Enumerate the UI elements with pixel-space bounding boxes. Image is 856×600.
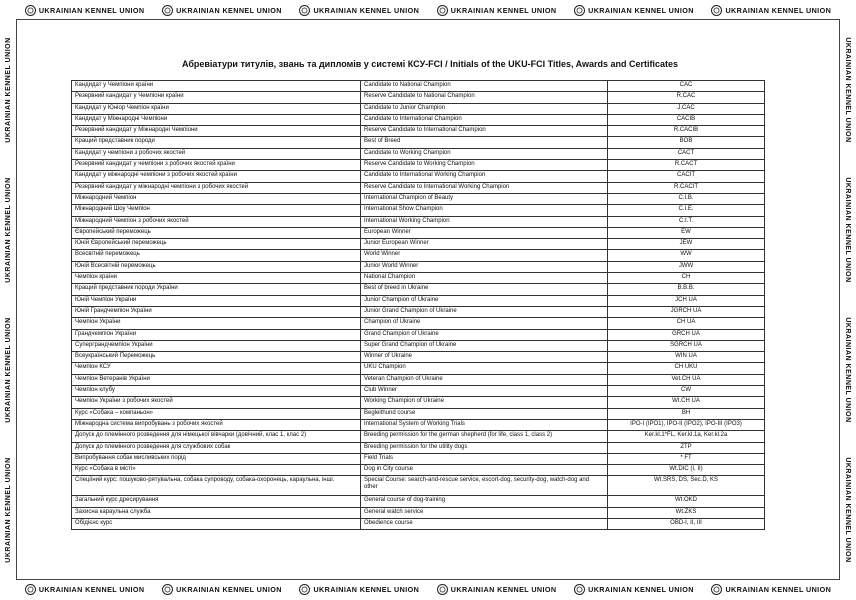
- title-english: Breeding permission for the utility dogs: [361, 442, 608, 453]
- title-abbreviation: SGRCH UA: [608, 340, 765, 351]
- title-abbreviation: EW: [608, 227, 765, 238]
- title-english: Candidate to International Champion: [361, 114, 608, 125]
- title-english: World Winner: [361, 250, 608, 261]
- table-row: [72, 216, 765, 227]
- title-ukrainian: Обідієнс курс: [72, 518, 361, 529]
- title-english: Breeding permission for the german shepherd (for life, class 1, class 2): [361, 431, 608, 442]
- table-row: [72, 442, 765, 453]
- kennel-logo-icon: [574, 5, 585, 16]
- title-english: Working Champion of Ukraine: [361, 397, 608, 408]
- title-english: Special Course: search-and-rescue service, escort-dog, security-dog, watch-dog and other: [361, 476, 608, 496]
- kennel-logo-icon: [299, 5, 310, 16]
- title-english: General watch service: [361, 507, 608, 518]
- title-english: Club Winner: [361, 386, 608, 397]
- table-row: [72, 318, 765, 329]
- title-abbreviation: BOB: [608, 137, 765, 148]
- title-ukrainian: Міжнародний Чемпіон з робочих якостей: [72, 216, 361, 227]
- title-ukrainian: Кандидат у Міжнародні Чемпіони: [72, 114, 361, 125]
- border-bottom: [16, 581, 840, 597]
- title-ukrainian: Резервний кандидат у Чемпіони країни: [72, 92, 361, 103]
- title-ukrainian: Випробування собак мисливських порід: [72, 453, 361, 464]
- table-row: [72, 352, 765, 363]
- title-english: Field Trials: [361, 453, 608, 464]
- title-ukrainian: Допуск до племінного розведення для німецької вівчарки (довічний, клас 1, клас 2): [72, 431, 361, 442]
- border-text: UKRAINIAN KENNEL UNION: [313, 584, 420, 594]
- table-row: [72, 340, 765, 351]
- title-abbreviation: BH: [608, 408, 765, 419]
- table-row: [72, 374, 765, 385]
- title-abbreviation: R.CACT: [608, 160, 765, 171]
- title-english: Winner of Ukraine: [361, 352, 608, 363]
- title-ukrainian: Кандидат у міжнародні чемпіони з робочих якостей країни: [72, 171, 361, 182]
- title-english: International Champion of Beauty: [361, 193, 608, 204]
- title-abbreviation: C.I.T.: [608, 216, 765, 227]
- title-english: Super Grand Champion of Ukraine: [361, 340, 608, 351]
- title-ukrainian: Курс «Собака в місті»: [72, 465, 361, 476]
- border-text: UKRAINIAN KENNEL UNION: [725, 584, 832, 594]
- title-english: Grand Champion of Ukraine: [361, 329, 608, 340]
- title-english: International Show Champion: [361, 205, 608, 216]
- table-row: [72, 273, 765, 284]
- title-abbreviation: Vet.CH UA: [608, 374, 765, 385]
- border-text: UKRAINIAN KENNEL UNION: [450, 584, 557, 594]
- table-row: [72, 363, 765, 374]
- title-abbreviation: Wt.CH UA: [608, 397, 765, 408]
- title-ukrainian: Чемпіон Ветеранів України: [72, 374, 361, 385]
- title-ukrainian: Спеціїний курс: пошуково-рятувальна, собака супроводу, собака-охоронець, караульна, інші.: [72, 476, 361, 496]
- title-ukrainian: Юній Всесвітній переможець: [72, 261, 361, 272]
- table-row: [72, 329, 765, 340]
- title-ukrainian: Грандчемпіон України: [72, 329, 361, 340]
- title-ukrainian: Всеукраїнський Переможець: [72, 352, 361, 363]
- border-top: [16, 2, 840, 18]
- border-text: UKRAINIAN KENNEL UNION: [450, 5, 557, 15]
- title-english: Reserve Candidate to International Champion: [361, 126, 608, 137]
- title-english: Best of Breed: [361, 137, 608, 148]
- title-abbreviation: CH UKU: [608, 363, 765, 374]
- table-row: [72, 465, 765, 476]
- kennel-logo-icon: [162, 5, 173, 16]
- title-abbreviation: CH UA: [608, 318, 765, 329]
- table-row: [72, 408, 765, 419]
- table-row: [72, 295, 765, 306]
- title-english: UKU Champion: [361, 363, 608, 374]
- table-row: [72, 431, 765, 442]
- table-row: [72, 205, 765, 216]
- title-english: Junior World Winner: [361, 261, 608, 272]
- title-abbreviation: ZTP: [608, 442, 765, 453]
- title-abbreviation: OBD-I, II, III: [608, 518, 765, 529]
- title-ukrainian: Кращий представник породи України: [72, 284, 361, 295]
- table-row: [72, 81, 765, 92]
- table-row: [72, 193, 765, 204]
- border-text: UKRAINIAN KENNEL UNION: [588, 5, 694, 15]
- table-row: [72, 227, 765, 238]
- border-right: [840, 20, 856, 580]
- table-row: [72, 507, 765, 518]
- table-row: [72, 250, 765, 261]
- title-english: Candidate to Junior Champion: [361, 103, 608, 114]
- title-abbreviation: JGRCH UA: [608, 306, 765, 317]
- table-row: [72, 171, 765, 182]
- table-row: [72, 496, 765, 507]
- title-ukrainian: Резервний кандидат у Міжнародні Чемпіони: [72, 126, 361, 137]
- border-text: UKRAINIAN KENNEL UNION: [844, 457, 852, 563]
- title-ukrainian: Суперграндчемпіон України: [72, 340, 361, 351]
- title-abbreviation: J.CAC: [608, 103, 765, 114]
- title-ukrainian: Всесвітній переможець: [72, 250, 361, 261]
- title-abbreviation: R.CACIT: [608, 182, 765, 193]
- title-ukrainian: Чемпіон України: [72, 318, 361, 329]
- title-abbreviation: JEW: [608, 239, 765, 250]
- title-abbreviation: Ker.kl.1*FL, Ker.kl.1a, Ker.kl.2a: [608, 431, 765, 442]
- title-abbreviation: CACT: [608, 148, 765, 159]
- kennel-logo-icon: [711, 584, 722, 595]
- table-row: [72, 386, 765, 397]
- title-abbreviation: JWW: [608, 261, 765, 272]
- title-abbreviation: CACIT: [608, 171, 765, 182]
- table-row: [72, 114, 765, 125]
- title-ukrainian: Чемпіон країни: [72, 273, 361, 284]
- title-english: Reserve Candidate to Working Champion: [361, 160, 608, 171]
- border-text: UKRAINIAN KENNEL UNION: [4, 37, 12, 143]
- kennel-logo-icon: [711, 5, 722, 16]
- title-ukrainian: Юній Грандчемпіон України: [72, 306, 361, 317]
- title-ukrainian: Загальний курс дресирування: [72, 496, 361, 507]
- border-text: UKRAINIAN KENNEL UNION: [176, 584, 282, 594]
- title-ukrainian: Кандидат у Чемпіони країни: [72, 81, 361, 92]
- title-abbreviation: WIN UA: [608, 352, 765, 363]
- title-abbreviation: Wt.SRS, DS, Sec.D, KS: [608, 476, 765, 496]
- title-ukrainian: Юній Європейський переможець: [72, 239, 361, 250]
- title-english: Champion of Ukraine: [361, 318, 608, 329]
- title-abbreviation: R.CACIB: [608, 126, 765, 137]
- title-ukrainian: Резервний кандидат у чемпіони з робочих якостей країни: [72, 160, 361, 171]
- title-abbreviation: * FT: [608, 453, 765, 464]
- title-english: Veteran Champion of Ukraine: [361, 374, 608, 385]
- border-text: UKRAINIAN KENNEL UNION: [38, 584, 145, 594]
- title-ukrainian: Чемпіон КСУ: [72, 363, 361, 374]
- border-text: UKRAINIAN KENNEL UNION: [844, 37, 852, 143]
- title-abbreviation: GRCH UA: [608, 329, 765, 340]
- table-row: [72, 239, 765, 250]
- table-row: [72, 453, 765, 464]
- title-ukrainian: Міжнародна система випробувань з робочих якостей: [72, 419, 361, 430]
- title-english: Candidate to National Champion: [361, 81, 608, 92]
- kennel-logo-icon: [574, 584, 585, 595]
- title-abbreviation: IPO-I (IPO1), IPO-II (IPO2), IPO-III (IPO3): [608, 419, 765, 430]
- title-abbreviation: JCH UA: [608, 295, 765, 306]
- title-ukrainian: Юній Чемпіон України: [72, 295, 361, 306]
- kennel-logo-icon: [25, 5, 36, 16]
- kennel-logo-icon: [25, 584, 36, 595]
- table-row: [72, 518, 765, 529]
- title-english: General course of dog-training: [361, 496, 608, 507]
- title-ukrainian: Кандидат у Юніор Чемпіон країни: [72, 103, 361, 114]
- border-text: UKRAINIAN KENNEL UNION: [4, 457, 12, 563]
- border-left: [0, 20, 16, 580]
- table-row: [72, 397, 765, 408]
- table-row: [72, 419, 765, 430]
- title-ukrainian: Допуск до племінного розведення для службових собак: [72, 442, 361, 453]
- title-english: Junior Grand Champion of Ukraine: [361, 306, 608, 317]
- table-row: [72, 284, 765, 295]
- title-ukrainian: Кандидат у чемпіони з робочих якостей: [72, 148, 361, 159]
- table-row: [72, 476, 765, 496]
- title-english: Obedience course: [361, 518, 608, 529]
- title-ukrainian: Курс «Собака – компаньон»: [72, 408, 361, 419]
- title-abbreviation: Wt.DIC (I, II): [608, 465, 765, 476]
- title-english: European Winner: [361, 227, 608, 238]
- kennel-logo-icon: [437, 584, 448, 595]
- table-row: [72, 261, 765, 272]
- kennel-logo-icon: [162, 584, 173, 595]
- title-abbreviation: CAC: [608, 81, 765, 92]
- border-text: UKRAINIAN KENNEL UNION: [313, 5, 420, 15]
- title-abbreviation: CW: [608, 386, 765, 397]
- table-row: [72, 160, 765, 171]
- title-english: Candidate to Working Champion: [361, 148, 608, 159]
- title-english: International Working Champion: [361, 216, 608, 227]
- title-abbreviation: B.B.B.: [608, 284, 765, 295]
- title-ukrainian: Міжнародний Чемпіон: [72, 193, 361, 204]
- title-english: National Champion: [361, 273, 608, 284]
- border-text: UKRAINIAN KENNEL UNION: [4, 317, 12, 423]
- title-english: Reserve Candidate to National Champion: [361, 92, 608, 103]
- title-abbreviation: CH: [608, 273, 765, 284]
- title-english: Best of breed in Ukraine: [361, 284, 608, 295]
- title-abbreviation: C.I.B.: [608, 193, 765, 204]
- border-text: UKRAINIAN KENNEL UNION: [725, 5, 832, 15]
- title-ukrainian: Чемпіон клубу: [72, 386, 361, 397]
- border-text: UKRAINIAN KENNEL UNION: [844, 317, 852, 423]
- page-title: Абревіатури титулів, звань та дипломів у системі КСУ-FCI / Initials of the UKU-FCI Titles, Awards and Certificates: [181, 59, 679, 69]
- title-english: Junior European Winner: [361, 239, 608, 250]
- title-ukrainian: Захисна караульна служба: [72, 507, 361, 518]
- table-row: [72, 103, 765, 114]
- table-row: [72, 126, 765, 137]
- title-english: Candidate to International Working Champion: [361, 171, 608, 182]
- title-abbreviation: Wt.OKD: [608, 496, 765, 507]
- title-english: Begleithund course: [361, 408, 608, 419]
- kennel-logo-icon: [299, 584, 310, 595]
- border-text: UKRAINIAN KENNEL UNION: [4, 177, 12, 283]
- border-text: UKRAINIAN KENNEL UNION: [588, 584, 694, 594]
- title-english: International System of Working Trials: [361, 419, 608, 430]
- table-row: [72, 182, 765, 193]
- table-row: [72, 137, 765, 148]
- title-ukrainian: Чемпіон України з робочих якостей: [72, 397, 361, 408]
- title-ukrainian: Резервний кандидат у міжнародні чемпіони з робочих якостей: [72, 182, 361, 193]
- border-text: UKRAINIAN KENNEL UNION: [844, 177, 852, 283]
- border-text: UKRAINIAN KENNEL UNION: [38, 5, 145, 15]
- title-abbreviation: R.CAC: [608, 92, 765, 103]
- title-ukrainian: Кращий представник породи: [72, 137, 361, 148]
- kennel-logo-icon: [437, 5, 448, 16]
- title-abbreviation: CACIB: [608, 114, 765, 125]
- title-abbreviation: C.I.E.: [608, 205, 765, 216]
- title-abbreviation: WW: [608, 250, 765, 261]
- title-ukrainian: Міжнародний Шоу Чемпіон: [72, 205, 361, 216]
- title-ukrainian: Європейський переможець: [72, 227, 361, 238]
- table-row: [72, 306, 765, 317]
- title-english: Reserve Candidate to International Working Champion: [361, 182, 608, 193]
- title-abbreviation: Wt.ZKS: [608, 507, 765, 518]
- title-english: Junior Champion of Ukraine: [361, 295, 608, 306]
- title-english: Dog in City course: [361, 465, 608, 476]
- titles-table: [71, 80, 765, 530]
- table-row: [72, 148, 765, 159]
- border-text: UKRAINIAN KENNEL UNION: [176, 5, 282, 15]
- table-row: [72, 92, 765, 103]
